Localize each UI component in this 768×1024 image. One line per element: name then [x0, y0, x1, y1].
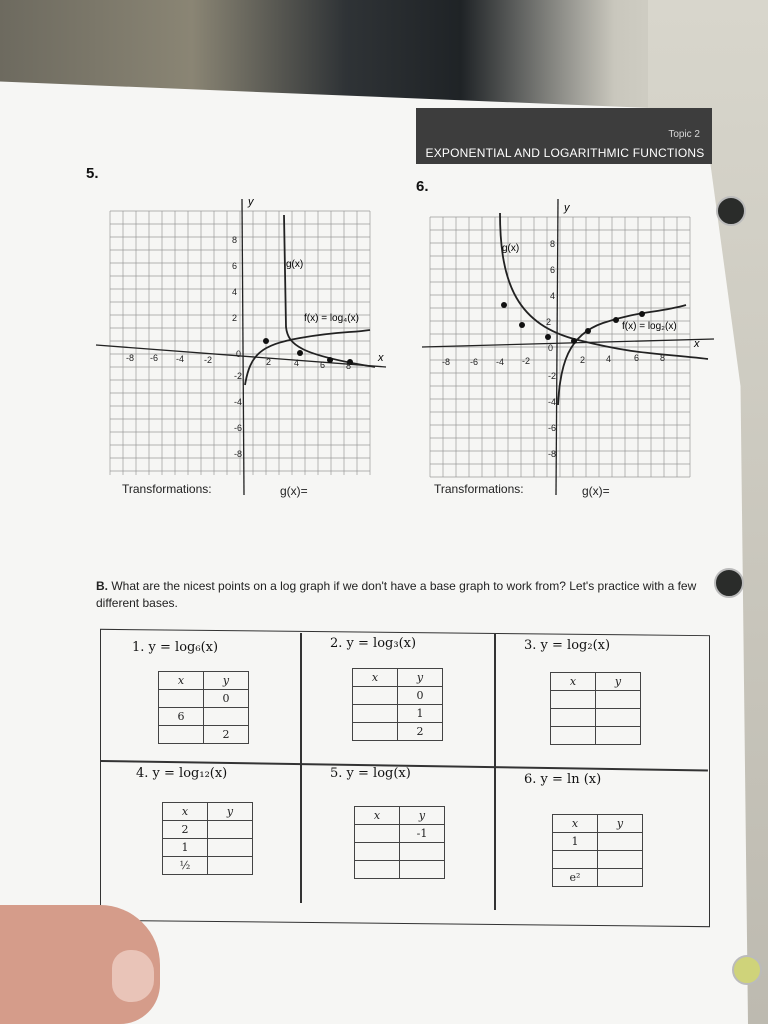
- x-axis-label: x: [378, 352, 384, 364]
- svg-text:6: 6: [634, 353, 640, 363]
- point: [263, 338, 269, 344]
- problem-6-number: 6.: [416, 178, 429, 195]
- point: [501, 302, 507, 308]
- svg-text:6: 6: [320, 360, 326, 370]
- exercise-3-equation: 3. y = log₂(x): [524, 638, 611, 653]
- graph-problem-6: [418, 195, 718, 495]
- exercise-5-table: x y -1: [354, 806, 445, 879]
- svg-text:-4: -4: [548, 397, 557, 407]
- svg-text:-6: -6: [234, 423, 243, 433]
- svg-text:-2: -2: [204, 355, 213, 365]
- f-label: f(x) = log₄(x): [304, 313, 359, 324]
- tick-labels-5: [126, 235, 351, 459]
- g-label: g(x): [502, 243, 520, 254]
- x-axis-label: x: [694, 338, 700, 350]
- y-axis-label: y: [564, 202, 570, 214]
- point: [639, 311, 645, 317]
- svg-text:-6: -6: [548, 423, 557, 433]
- svg-text:4: 4: [232, 287, 238, 297]
- svg-text:6: 6: [232, 261, 238, 271]
- svg-text:-4: -4: [234, 397, 243, 407]
- grid-6: [430, 217, 690, 477]
- grid-divider: [300, 633, 302, 903]
- hole-punch: [714, 568, 744, 598]
- y-axis: [242, 199, 244, 495]
- svg-text:4: 4: [606, 354, 612, 364]
- exercise-6-equation: 6. y = ln (x): [524, 772, 602, 787]
- svg-text:8: 8: [660, 353, 666, 363]
- svg-text:-4: -4: [496, 357, 505, 367]
- section-b-letter: B.: [96, 579, 108, 593]
- svg-text:8: 8: [550, 239, 556, 249]
- hole-punch: [716, 196, 746, 226]
- section-title: EXPONENTIAL AND LOGARITHMIC FUNCTIONS: [425, 146, 705, 160]
- point: [571, 338, 577, 344]
- svg-text:-4: -4: [176, 354, 185, 364]
- x-axis: [422, 339, 714, 347]
- y-axis-label: y: [248, 196, 254, 208]
- section-b-question: [96, 578, 716, 612]
- gx-label-5: g(x)=: [280, 484, 308, 498]
- svg-text:6: 6: [550, 265, 556, 275]
- section-b-text: What are the nicest points on a log graph if we don't have a base graph to work from? Let's practice with a few different bases.: [96, 579, 697, 610]
- svg-text:-6: -6: [470, 357, 479, 367]
- grid-divider: [494, 634, 496, 910]
- svg-text:-6: -6: [150, 353, 159, 363]
- exercise-5-equation: 5. y = log(x): [330, 766, 411, 781]
- exercise-1-table: x y 0 6 2: [158, 671, 249, 744]
- exercise-4-equation: 4. y = log₁₂(x): [136, 766, 228, 781]
- exercise-6-table: x y 1 e²: [552, 814, 643, 887]
- svg-text:-2: -2: [234, 371, 243, 381]
- svg-text:-8: -8: [234, 449, 243, 459]
- gx-label-6: g(x)=: [582, 484, 610, 498]
- svg-text:8: 8: [232, 235, 238, 245]
- graph-problem-5: [90, 195, 390, 495]
- point: [519, 322, 525, 328]
- svg-text:2: 2: [232, 313, 238, 323]
- svg-text:2: 2: [546, 317, 552, 327]
- exercise-2-equation: 2. y = log₃(x): [330, 636, 417, 651]
- thumbnail: [112, 950, 154, 1002]
- svg-text:-8: -8: [126, 353, 135, 363]
- svg-text:2: 2: [580, 355, 586, 365]
- svg-text:-8: -8: [442, 357, 451, 367]
- svg-text:8: 8: [346, 361, 352, 371]
- g-label: g(x): [286, 259, 304, 270]
- point: [585, 328, 591, 334]
- topic-label: Topic 2: [668, 129, 700, 140]
- svg-text:4: 4: [550, 291, 556, 301]
- exercise-1-equation: 1. y = log₆(x): [132, 640, 219, 655]
- f-label: f(x) = log₂(x): [622, 321, 677, 332]
- svg-text:-8: -8: [548, 449, 557, 459]
- svg-text:4: 4: [294, 358, 300, 368]
- point: [297, 350, 303, 356]
- g-curve: [284, 215, 375, 367]
- exercise-3-table: x y: [550, 672, 641, 745]
- point: [327, 357, 333, 363]
- exercise-2-table: x y 0 1 2: [352, 668, 443, 741]
- svg-text:0: 0: [548, 343, 554, 353]
- exercise-4-table: x y 2 1 ½: [162, 802, 253, 875]
- point: [545, 334, 551, 340]
- svg-text:0: 0: [236, 349, 242, 359]
- svg-text:-2: -2: [548, 371, 557, 381]
- problem-5-number: 5.: [86, 165, 99, 182]
- point: [613, 317, 619, 323]
- transformations-label-5: Transformations:: [122, 482, 212, 496]
- tick-labels-6: [442, 239, 665, 459]
- hole-punch: [732, 955, 762, 985]
- transformations-label-6: Transformations:: [434, 482, 524, 496]
- grid-5: [110, 211, 370, 475]
- svg-text:-2: -2: [522, 356, 531, 366]
- svg-text:2: 2: [266, 357, 272, 367]
